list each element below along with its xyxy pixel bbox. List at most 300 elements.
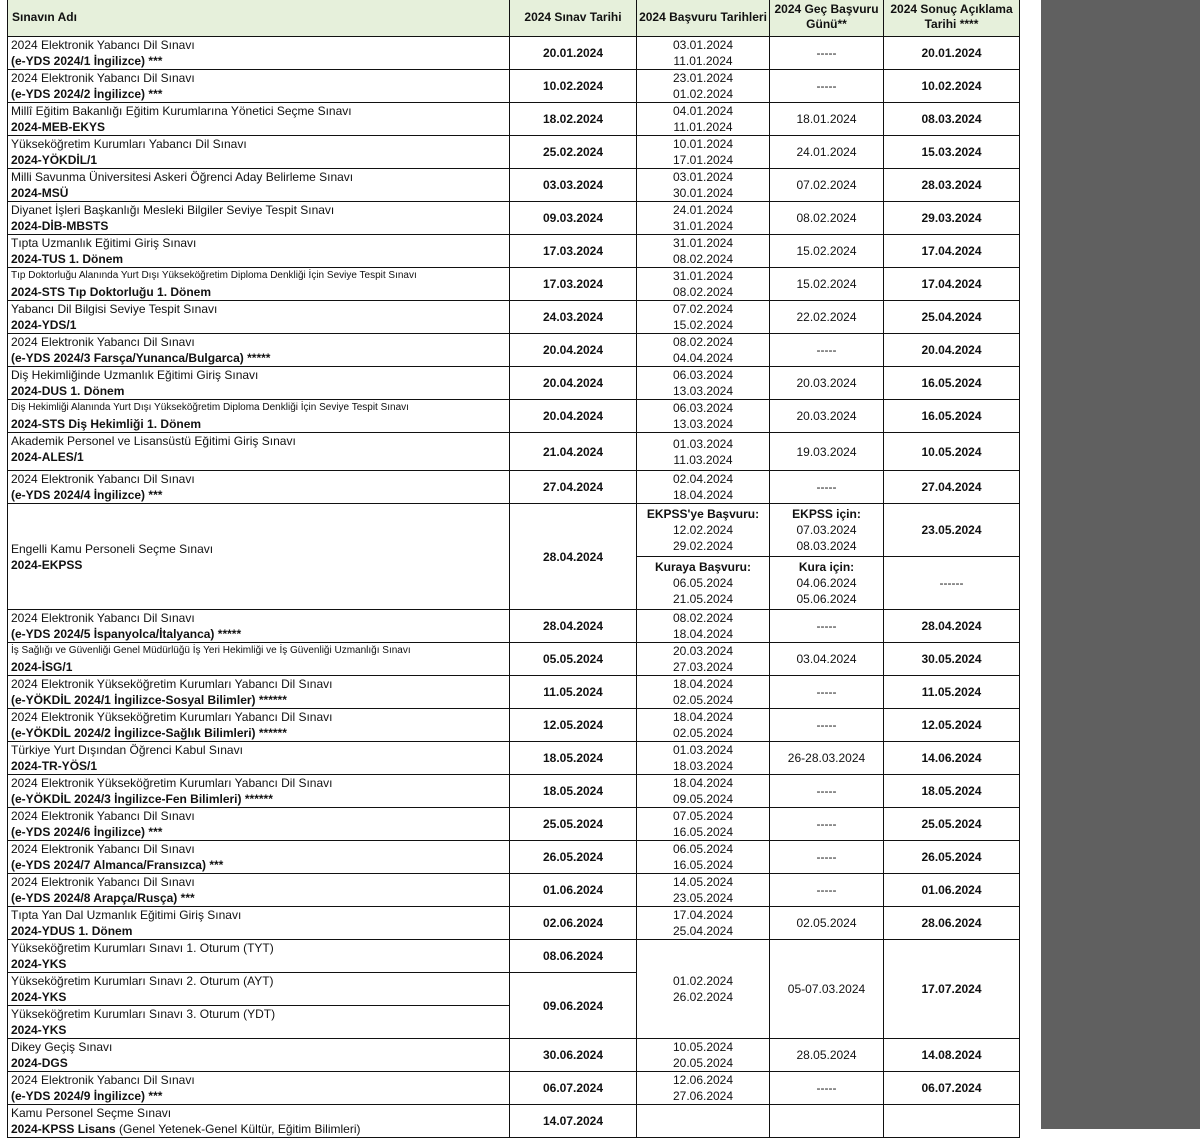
exam-code-line: [11, 857, 509, 873]
application-start: 20.03.2024: [672, 644, 734, 658]
application-end: 30.01.2024: [672, 186, 734, 200]
late-application-date: -----: [770, 775, 884, 808]
application-start: 12.02.2024: [672, 523, 734, 537]
exam-name: Yabancı Dil Bilgisi Seviye Tespit Sınavı: [11, 302, 218, 316]
application-dates-cell: [637, 334, 770, 367]
application-start: 01.03.2024: [672, 743, 734, 757]
exam-code: 2024-YDUS 1. Dönem: [11, 924, 133, 938]
application-dates-cell: [637, 610, 770, 643]
application-end: 13.03.2024: [672, 384, 734, 398]
exam-code: 2024-YKS: [11, 957, 67, 971]
late-application-date: 07.02.2024: [770, 169, 884, 202]
exam-code: 2024-ALES/1: [11, 450, 84, 464]
application-start: 31.01.2024: [672, 269, 734, 283]
exam-code-line: [11, 758, 509, 774]
table-row: [8, 334, 1020, 367]
exam-code-line: [11, 923, 509, 939]
exam-name: Tıpta Uzmanlık Eğitimi Giriş Sınavı: [11, 236, 197, 250]
application-end: 18.04.2024: [672, 627, 734, 641]
exam-code-line: [11, 86, 509, 102]
exam-name-cell: [8, 504, 510, 610]
exam-code-suffix: ***: [145, 488, 163, 502]
exam-code: 2024-DİB-MBSTS: [11, 219, 109, 233]
table-row: [8, 235, 1020, 268]
result-date: 28.03.2024: [884, 169, 1020, 202]
application-end: 29.02.2024: [672, 539, 734, 553]
application-end: 09.05.2024: [672, 792, 734, 806]
application-start: 06.03.2024: [672, 401, 734, 415]
exam-code-extra: (Genel Yetenek-Genel Kültür, Eğitim Bilimleri): [115, 1122, 361, 1136]
exam-name: Türkiye Yurt Dışından Öğrenci Kabul Sınavı: [11, 743, 243, 757]
exam-code-line: [11, 185, 509, 201]
application-start: 07.05.2024: [672, 809, 734, 823]
exam-code-suffix: ***: [205, 858, 224, 872]
exam-name-cell: [8, 103, 510, 136]
table-row: [8, 37, 1020, 70]
exam-date: 12.05.2024: [510, 709, 637, 742]
late-start: 04.06.2024: [796, 576, 857, 590]
late-application-date: 22.02.2024: [770, 301, 884, 334]
application-end: 26.02.2024: [672, 990, 734, 1004]
application-dates-cell: [637, 808, 770, 841]
exam-code: 2024-MEB-EKYS: [11, 120, 106, 134]
result-date: 30.05.2024: [884, 643, 1020, 676]
table-row: [8, 202, 1020, 235]
exam-date: 09.06.2024: [510, 973, 637, 1039]
late-application-cell: [770, 557, 884, 610]
exam-code: (e-YDS 2024/2 İngilizce): [11, 87, 146, 101]
exam-code-line: [11, 317, 509, 333]
exam-name-cell: [8, 907, 510, 940]
exam-date: 09.03.2024: [510, 202, 637, 235]
exam-date: 17.03.2024: [510, 268, 637, 301]
exam-code: (e-YDS 2024/9 İngilizce): [11, 1089, 146, 1103]
table-row: [8, 103, 1020, 136]
table-row-kpss: [8, 1105, 1020, 1138]
exam-date: 20.04.2024: [510, 367, 637, 400]
late-application-cell: [770, 1105, 884, 1138]
exam-code-suffix: ******: [255, 693, 287, 707]
exam-name: Diyanet İşleri Başkanlığı Mesleki Bilgiler Seviye Tespit Sınavı: [11, 203, 335, 217]
result-date: 06.07.2024: [884, 1072, 1020, 1105]
application-dates-cell: [637, 268, 770, 301]
exam-code-suffix: *****: [214, 627, 242, 641]
application-dates-cell: [637, 676, 770, 709]
application-end: 27.06.2024: [672, 1089, 734, 1103]
result-date: 26.05.2024: [884, 841, 1020, 874]
table-row: [8, 610, 1020, 643]
application-dates-cell: [637, 202, 770, 235]
late-application-date: 26-28.03.2024: [770, 742, 884, 775]
application-dates-cell: [637, 557, 770, 610]
header-exam-date: 2024 Sınav Tarihi: [510, 0, 637, 37]
exam-name-cell: [8, 775, 510, 808]
result-date: 01.06.2024: [884, 874, 1020, 907]
exam-name: İş Sağlığı ve Güvenliği Genel Müdürlüğü İş Yeri Hekimliği ve İş Güvenliği Uzmanlığı Sınavı: [11, 645, 411, 656]
exam-code-line: [11, 350, 509, 366]
exam-code-suffix: ***: [145, 87, 163, 101]
exam-code: 2024-STS Tıp Doktorluğu 1. Dönem: [11, 285, 212, 299]
result-date: 20.04.2024: [884, 334, 1020, 367]
exam-name: 2024 Elektronik Yabancı Dil Sınavı: [11, 71, 195, 85]
application-end: 08.02.2024: [672, 252, 734, 266]
exam-code: 2024-YDS/1: [11, 318, 77, 332]
exam-name-cell: [8, 1039, 510, 1072]
application-start: 24.01.2024: [672, 203, 734, 217]
exam-name: 2024 Elektronik Yabancı Dil Sınavı: [11, 1073, 195, 1087]
application-start: 23.01.2024: [672, 71, 734, 85]
application-start: 03.01.2024: [672, 38, 734, 52]
exam-name: Kamu Personel Seçme Sınavı: [11, 1106, 172, 1120]
exam-name-cell: [8, 1105, 510, 1138]
application-dates-cell: [637, 1072, 770, 1105]
exam-name-cell: [8, 1072, 510, 1105]
exam-code: 2024-TR-YÖS/1: [11, 759, 98, 773]
exam-code-line: [11, 626, 509, 642]
exam-name-cell: [8, 841, 510, 874]
exam-name-cell: [8, 70, 510, 103]
exam-code: (e-YDS 2024/6 İngilizce): [11, 825, 146, 839]
header-result-date: 2024 Sonuç Açıklama Tarihi ****: [884, 0, 1020, 37]
exam-schedule-document: [7, 0, 1019, 1138]
exam-name: 2024 Elektronik Yabancı Dil Sınavı: [11, 875, 195, 889]
result-date: 18.05.2024: [884, 775, 1020, 808]
late-application-date: -----: [770, 610, 884, 643]
exam-name: Engelli Kamu Personeli Seçme Sınavı: [11, 541, 214, 556]
exam-date: 25.05.2024: [510, 808, 637, 841]
late-application-date: -----: [770, 709, 884, 742]
application-dates-cell: [637, 169, 770, 202]
application-label: Kuraya Başvuru:: [654, 560, 752, 574]
late-start: 07.03.2024: [796, 523, 857, 537]
exam-code-line: [11, 1088, 509, 1104]
late-application-cell: [770, 504, 884, 557]
exam-code-line: [11, 119, 509, 135]
late-application-date: 08.02.2024: [770, 202, 884, 235]
result-date: 17.04.2024: [884, 235, 1020, 268]
late-application-date: -----: [770, 1072, 884, 1105]
exam-name-cell: [8, 433, 510, 471]
exam-date: 01.06.2024: [510, 874, 637, 907]
header-exam-name: Sınavın Adı: [8, 0, 510, 37]
application-end: 20.05.2024: [672, 1056, 734, 1070]
exam-date: 03.03.2024: [510, 169, 637, 202]
exam-code-line: [11, 659, 509, 675]
exam-code: (e-YDS 2024/3 Farsça/Yunanca/Bulgarca): [11, 351, 244, 365]
application-end: 23.05.2024: [672, 891, 734, 905]
exam-code-line: [11, 251, 509, 267]
exam-code-line: [11, 692, 509, 708]
application-end: 16.05.2024: [672, 858, 734, 872]
table-row: [8, 907, 1020, 940]
exam-date: 17.03.2024: [510, 235, 637, 268]
exam-date: 21.04.2024: [510, 433, 637, 471]
result-date: 08.03.2024: [884, 103, 1020, 136]
exam-code: (e-YDS 2024/7 Almanca/Fransızca): [11, 858, 206, 872]
exam-code-line: [11, 416, 509, 432]
result-date: 20.01.2024: [884, 37, 1020, 70]
exam-name-cell: [8, 610, 510, 643]
exam-name-cell: [8, 676, 510, 709]
exam-name-cell: [8, 136, 510, 169]
exam-code-suffix: *****: [243, 351, 271, 365]
exam-code-line: [11, 791, 509, 807]
table-row: [8, 471, 1020, 504]
table-row: [8, 742, 1020, 775]
exam-name-cell: [8, 471, 510, 504]
application-start: 10.05.2024: [672, 1040, 734, 1054]
table-row: [8, 433, 1020, 471]
exam-name: 2024 Elektronik Yabancı Dil Sınavı: [11, 38, 195, 52]
exam-code: (e-YÖKDİL 2024/1 İngilizce-Sosyal Bilimler): [11, 693, 256, 707]
exam-date: 11.05.2024: [510, 676, 637, 709]
application-dates-cell: [637, 1039, 770, 1072]
application-dates-cell: [637, 103, 770, 136]
result-date: 16.05.2024: [884, 400, 1020, 433]
application-end: 02.05.2024: [672, 726, 734, 740]
application-end: 16.05.2024: [672, 825, 734, 839]
exam-name-cell: [8, 235, 510, 268]
application-start: 02.04.2024: [672, 472, 734, 486]
exam-date: 06.07.2024: [510, 1072, 637, 1105]
application-start: 06.05.2024: [672, 576, 734, 590]
exam-code-line: [11, 824, 509, 840]
result-date: 28.06.2024: [884, 907, 1020, 940]
exam-name-cell: [8, 301, 510, 334]
late-application-date: -----: [770, 334, 884, 367]
application-dates-cell: [637, 235, 770, 268]
exam-code-line: [11, 449, 509, 465]
exam-code-suffix: ***: [145, 54, 163, 68]
exam-code-line: [11, 53, 509, 69]
application-dates-cell: [637, 874, 770, 907]
late-label: EKPSS için:: [792, 507, 861, 521]
exam-name-cell: [8, 268, 510, 301]
table-row-ekpss: [8, 504, 1020, 557]
application-dates-cell: [637, 70, 770, 103]
late-application-date: 28.05.2024: [770, 1039, 884, 1072]
table-row: [8, 367, 1020, 400]
exam-code: 2024-MSÜ: [11, 186, 69, 200]
application-dates-cell: [637, 136, 770, 169]
result-date: 28.04.2024: [884, 610, 1020, 643]
application-dates-cell: [637, 742, 770, 775]
table-row: [8, 643, 1020, 676]
exam-date: 02.06.2024: [510, 907, 637, 940]
application-end: 21.05.2024: [672, 592, 734, 606]
application-dates-cell: [637, 433, 770, 471]
exam-name: Yükseköğretim Kurumları Sınavı 1. Oturum (TYT): [11, 941, 274, 955]
exam-name-cell: [8, 940, 510, 973]
table-header-row: [8, 0, 1020, 37]
result-date: 17.04.2024: [884, 268, 1020, 301]
exam-date: 20.04.2024: [510, 400, 637, 433]
late-application-date: 15.02.2024: [770, 268, 884, 301]
exam-name-cell: [8, 37, 510, 70]
exam-date: 18.02.2024: [510, 103, 637, 136]
exam-name-cell: [8, 400, 510, 433]
exam-date: 30.06.2024: [510, 1039, 637, 1072]
late-application-date: 20.03.2024: [770, 367, 884, 400]
application-end: 02.05.2024: [672, 693, 734, 707]
table-row: [8, 775, 1020, 808]
exam-code-line: [11, 152, 509, 168]
table-row: [8, 268, 1020, 301]
result-date: 12.05.2024: [884, 709, 1020, 742]
exam-name: Yükseköğretim Kurumları Yabancı Dil Sınavı: [11, 137, 247, 151]
exam-schedule-table: [7, 0, 1020, 1138]
exam-date: 25.02.2024: [510, 136, 637, 169]
exam-code: 2024-TUS 1. Dönem: [11, 252, 124, 266]
exam-name: 2024 Elektronik Yabancı Dil Sınavı: [11, 842, 195, 856]
application-start: 14.05.2024: [672, 875, 734, 889]
application-end: 25.04.2024: [672, 924, 734, 938]
exam-code-line: [11, 383, 509, 399]
application-dates-cell: [637, 504, 770, 557]
result-date: 14.08.2024: [884, 1039, 1020, 1072]
application-start: 07.02.2024: [672, 302, 734, 316]
table-row: [8, 808, 1020, 841]
exam-date: 20.04.2024: [510, 334, 637, 367]
late-label: Kura için:: [798, 560, 855, 574]
exam-name-cell: [8, 742, 510, 775]
result-date: 25.05.2024: [884, 808, 1020, 841]
exam-name-cell: [8, 874, 510, 907]
application-dates-cell: [637, 643, 770, 676]
application-end: 11.01.2024: [673, 120, 733, 134]
application-start: 18.04.2024: [672, 710, 734, 724]
exam-date: 26.05.2024: [510, 841, 637, 874]
application-dates-cell: [637, 775, 770, 808]
result-date: 27.04.2024: [884, 471, 1020, 504]
application-end: 15.02.2024: [672, 318, 734, 332]
late-application-date: 20.03.2024: [770, 400, 884, 433]
application-start: 10.01.2024: [672, 137, 734, 151]
application-start: 12.06.2024: [672, 1073, 734, 1087]
table-row-yks-tyt: [8, 940, 1020, 973]
application-start: 01.02.2024: [672, 974, 734, 988]
exam-code: 2024-EKPSS: [11, 557, 83, 572]
application-end: 08.02.2024: [672, 285, 734, 299]
exam-code-line: [11, 725, 509, 741]
application-end: 04.04.2024: [672, 351, 734, 365]
exam-date: 28.04.2024: [510, 610, 637, 643]
exam-name: Tıpta Yan Dal Uzmanlık Eğitimi Giriş Sınavı: [11, 908, 242, 922]
exam-code: 2024-İSG/1: [11, 660, 73, 674]
exam-name: Tıp Doktorluğu Alanında Yurt Dışı Yükseköğretim Diploma Denkliği İçin Seviye Tespit Sınavı: [11, 270, 417, 281]
late-application-date: 18.01.2024: [770, 103, 884, 136]
exam-date: 05.05.2024: [510, 643, 637, 676]
exam-code-suffix: ***: [145, 1089, 163, 1103]
exam-name: 2024 Elektronik Yükseköğretim Kurumları Yabancı Dil Sınavı: [11, 710, 333, 724]
application-end: 17.01.2024: [672, 153, 734, 167]
application-start: 31.01.2024: [672, 236, 734, 250]
application-start: 03.01.2024: [672, 170, 734, 184]
exam-code: 2024-KPSS Lisans: [11, 1122, 116, 1136]
header-late-application: 2024 Geç Başvuru Günü**: [770, 0, 884, 37]
exam-name: 2024 Elektronik Yabancı Dil Sınavı: [11, 335, 195, 349]
application-dates-cell: [637, 940, 770, 1039]
late-application-date: 24.01.2024: [770, 136, 884, 169]
result-date: 10.05.2024: [884, 433, 1020, 471]
result-date: ------: [884, 557, 1020, 610]
application-end: 27.03.2024: [672, 660, 734, 674]
table-row: [8, 841, 1020, 874]
exam-code: 2024-DUS 1. Dönem: [11, 384, 125, 398]
late-application-date: 05-07.03.2024: [770, 940, 884, 1039]
viewer-side-panel: [1041, 0, 1200, 1129]
exam-code: (e-YDS 2024/8 Arapça/Rusça): [11, 891, 178, 905]
exam-name-cell: [8, 709, 510, 742]
application-start: 08.02.2024: [672, 611, 734, 625]
application-dates-cell: [637, 301, 770, 334]
application-start: 04.01.2024: [672, 104, 734, 118]
exam-name-cell: [8, 643, 510, 676]
exam-name: Milli Savunma Üniversitesi Askeri Öğrenci Aday Belirleme Sınavı: [11, 170, 354, 184]
late-application-date: -----: [770, 841, 884, 874]
exam-code: (e-YDS 2024/1 İngilizce): [11, 54, 146, 68]
exam-name: 2024 Elektronik Yabancı Dil Sınavı: [11, 611, 195, 625]
application-dates-cell: [637, 1105, 770, 1138]
exam-name: Diş Hekimliğinde Uzmanlık Eğitimi Giriş Sınavı: [11, 368, 259, 382]
exam-name-cell: [8, 1006, 510, 1039]
exam-code: (e-YDS 2024/4 İngilizce): [11, 488, 146, 502]
exam-name: Yükseköğretim Kurumları Sınavı 2. Oturum (AYT): [11, 974, 274, 988]
application-end: 01.02.2024: [672, 87, 734, 101]
exam-code-suffix: ***: [145, 825, 163, 839]
application-start: 17.04.2024: [672, 908, 734, 922]
exam-code-line: [11, 284, 509, 300]
late-application-date: -----: [770, 70, 884, 103]
application-dates-cell: [637, 709, 770, 742]
table-row: [8, 709, 1020, 742]
exam-date: 27.04.2024: [510, 471, 637, 504]
exam-name-cell: [8, 808, 510, 841]
application-end: 31.01.2024: [672, 219, 734, 233]
result-date-cell: [884, 1105, 1020, 1138]
exam-code: (e-YÖKDİL 2024/2 İngilizce-Sağlık Bilimleri): [11, 726, 256, 740]
application-dates-cell: [637, 367, 770, 400]
result-date: 11.05.2024: [884, 676, 1020, 709]
exam-date: 10.02.2024: [510, 70, 637, 103]
exam-name: Akademik Personel ve Lisansüstü Eğitimi Giriş Sınavı: [11, 434, 296, 448]
exam-name-cell: [8, 973, 510, 1006]
exam-date: 20.01.2024: [510, 37, 637, 70]
exam-code: 2024-YKS: [11, 1023, 67, 1037]
exam-code: 2024-DGS: [11, 1056, 68, 1070]
late-application-date: 03.04.2024: [770, 643, 884, 676]
table-row: [8, 136, 1020, 169]
exam-date: 08.06.2024: [510, 940, 637, 973]
exam-code: (e-YÖKDİL 2024/3 İngilizce-Fen Bilimleri): [11, 792, 242, 806]
exam-code-suffix: ******: [241, 792, 273, 806]
late-application-date: 15.02.2024: [770, 235, 884, 268]
application-dates-cell: [637, 400, 770, 433]
exam-code-suffix: ******: [255, 726, 287, 740]
table-row: [8, 70, 1020, 103]
exam-code-line: [11, 890, 509, 906]
exam-code: 2024-YKS: [11, 990, 67, 1004]
exam-name: Dikey Geçiş Sınavı: [11, 1040, 113, 1054]
result-date: 17.07.2024: [884, 940, 1020, 1039]
late-application-date: 02.05.2024: [770, 907, 884, 940]
application-end: 11.01.2024: [673, 54, 733, 68]
application-label: EKPSS'ye Başvuru:: [646, 507, 760, 521]
exam-code: 2024-STS Diş Hekimliği 1. Dönem: [11, 417, 202, 431]
application-dates-cell: [637, 907, 770, 940]
table-row: [8, 301, 1020, 334]
table-row: [8, 400, 1020, 433]
